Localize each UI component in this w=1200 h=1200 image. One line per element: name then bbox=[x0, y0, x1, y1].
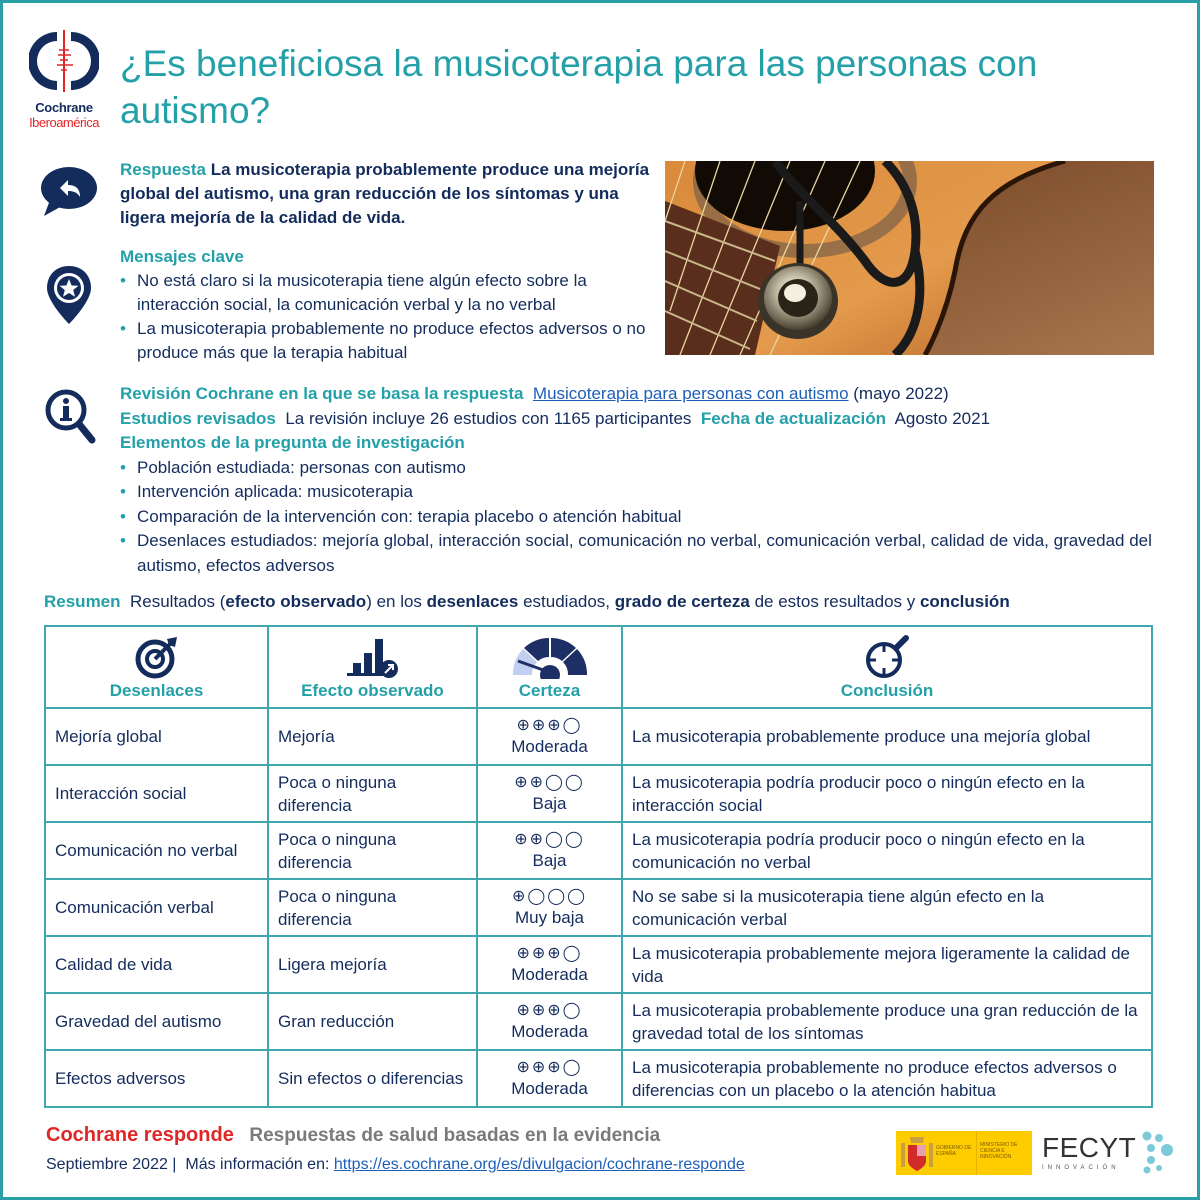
cochrane-logo-icon bbox=[29, 26, 99, 96]
footer-more-label: Más información en: bbox=[185, 1156, 330, 1173]
studies-line bbox=[120, 407, 1180, 432]
effect-cell: Sin efectos o diferencias bbox=[268, 1050, 477, 1107]
conclusion-cell: La musicoterapia podría producir poco o ningún efecto en la comunicación no verbal bbox=[622, 822, 1152, 879]
grade-symbols: ⊕⊕⊕◯ bbox=[516, 716, 583, 734]
conclusion-cell: La musicoterapia probablemente produce una mejoría global bbox=[622, 708, 1152, 765]
answer-text: La musicoterapia probablemente produce una mejoría global del autismo, una gran reducción de los síntomas y una ligera mejoría de la calidad de vida. bbox=[120, 160, 650, 227]
certainty-label: Moderada bbox=[511, 1078, 588, 1098]
gauge-icon bbox=[510, 635, 590, 679]
table-row bbox=[45, 765, 1152, 822]
answer-block bbox=[120, 158, 650, 230]
footer-date: Septiembre 2022 | bbox=[46, 1156, 177, 1173]
effect-cell: Poca o ninguna diferencia bbox=[268, 765, 477, 822]
logo-text-iberoamerica: Iberoamérica bbox=[29, 115, 99, 130]
certainty-label: Moderada bbox=[511, 1021, 588, 1041]
header-outcomes bbox=[45, 626, 268, 708]
review-label: Revisión Cochrane en la que se basa la respuesta bbox=[120, 384, 524, 403]
certainty-cell bbox=[477, 708, 622, 765]
summary-text: estudiados, bbox=[518, 592, 615, 611]
certainty-label: Moderada bbox=[511, 964, 588, 984]
header-conclusion bbox=[622, 626, 1152, 708]
certainty-cell bbox=[477, 822, 622, 879]
summary-text: ) en los bbox=[366, 592, 427, 611]
footer-info-line bbox=[46, 1156, 886, 1174]
certainty-label: Moderada bbox=[511, 736, 588, 756]
conclusion-cell: La musicoterapia probablemente produce una gran reducción de la gravedad total de los síntomas bbox=[622, 993, 1152, 1050]
header-label: Efecto observado bbox=[301, 681, 444, 700]
grade-symbols: ⊕⊕◯◯ bbox=[514, 773, 585, 791]
effect-cell: Poca o ninguna diferencia bbox=[268, 879, 477, 936]
element-item: • Intervención aplicada: musicoterapia bbox=[120, 480, 1180, 505]
footer-url-link[interactable]: https://es.cochrane.org/es/divulgacion/cochrane-responde bbox=[333, 1156, 745, 1173]
bar-chart-arrow-icon bbox=[345, 635, 401, 679]
key-message-item: • No está claro si la musicoterapia tiene algún efecto sobre la interacción social, la comunicación verbal y la no verbal bbox=[120, 269, 660, 317]
gobierno-text: GOBIERNO DE ESPAÑA bbox=[936, 1145, 972, 1157]
gobierno-espana-logo bbox=[896, 1131, 1032, 1175]
divider bbox=[976, 1131, 977, 1175]
certainty-cell bbox=[477, 1050, 622, 1107]
fecyt-name: FECYT bbox=[1042, 1132, 1137, 1163]
update-label: Fecha de actualización bbox=[700, 408, 887, 428]
element-item: • Desenlaces estudiados: mejoría global, interacción social, comunicación no verbal, comunicación verbal, calidad de vida, gravedad del autismo, efectos adversos bbox=[120, 529, 1180, 578]
update-value: Agosto 2021 bbox=[894, 408, 991, 428]
outcome-cell: Comunicación no verbal bbox=[45, 822, 268, 879]
table-row bbox=[45, 993, 1152, 1050]
fecyt-logo bbox=[1042, 1130, 1175, 1174]
answer-label: Respuesta bbox=[120, 160, 206, 179]
guitar-stethoscope-photo bbox=[665, 161, 1154, 355]
certainty-cell bbox=[477, 936, 622, 993]
certainty-cell bbox=[477, 879, 622, 936]
studies-text: La revisión incluye 26 estudios con 1165 participantes bbox=[285, 408, 692, 428]
table-row bbox=[45, 708, 1152, 765]
header-label: Desenlaces bbox=[109, 681, 204, 700]
logo-text-cochrane: Cochrane bbox=[35, 100, 93, 115]
certainty-cell bbox=[477, 993, 622, 1050]
key-messages bbox=[120, 245, 660, 365]
fecyt-subtitle: INNOVACIÓN bbox=[1042, 1165, 1120, 1171]
summary-bold: conclusión bbox=[919, 592, 1010, 611]
review-link[interactable]: Musicoterapia para personas con autismo bbox=[532, 384, 849, 403]
grade-symbols: ⊕◯◯◯ bbox=[511, 887, 588, 905]
table-row bbox=[45, 1050, 1152, 1107]
target-arrow-icon bbox=[133, 635, 181, 679]
crosshair-magnifier-icon bbox=[862, 635, 912, 679]
elements-heading: Elementos de la pregunta de investigación bbox=[120, 433, 465, 452]
element-item: • Comparación de la intervención con: terapia placebo o atención habitual bbox=[120, 505, 1180, 530]
header-label: Certeza bbox=[518, 681, 581, 700]
speech-bubble-reply-icon bbox=[38, 166, 98, 223]
map-pin-star-icon bbox=[45, 264, 93, 331]
summary-text: Resultados ( bbox=[129, 592, 226, 611]
outcome-cell: Interacción social bbox=[45, 765, 268, 822]
conclusion-cell: La musicoterapia probablemente mejora ligeramente la calidad de vida bbox=[622, 936, 1152, 993]
effect-cell: Gran reducción bbox=[268, 993, 477, 1050]
effect-cell: Poca o ninguna diferencia bbox=[268, 822, 477, 879]
cochrane-logo bbox=[22, 26, 106, 130]
table-header-row bbox=[45, 626, 1152, 708]
summary-bold: desenlaces bbox=[426, 592, 519, 611]
table-row bbox=[45, 879, 1152, 936]
effect-cell: Mejoría bbox=[268, 708, 477, 765]
summary-intro bbox=[44, 592, 1010, 612]
review-source-line bbox=[120, 382, 1180, 407]
summary-bold: efecto observado bbox=[225, 592, 367, 611]
review-block bbox=[120, 382, 1180, 578]
review-date: (mayo 2022) bbox=[853, 384, 949, 403]
header-effect bbox=[268, 626, 477, 708]
certainty-label: Muy baja bbox=[515, 907, 584, 927]
certainty-label: Baja bbox=[532, 850, 567, 870]
summary-label: Resumen bbox=[44, 592, 121, 611]
element-item: • Población estudiada: personas con autismo bbox=[120, 456, 1180, 481]
summary-bold: grado de certeza bbox=[614, 592, 750, 611]
fecyt-dots-icon bbox=[1139, 1130, 1175, 1174]
grade-symbols: ⊕⊕◯◯ bbox=[514, 830, 585, 848]
ministerio-text: MINISTERIO DE CIENCIA E INNOVACIÓN bbox=[980, 1142, 1018, 1160]
header-certainty bbox=[477, 626, 622, 708]
key-message-item: • La musicoterapia probablemente no produce efectos adversos o no produce más que la terapia habitual bbox=[120, 317, 660, 365]
studies-label: Estudios revisados bbox=[120, 408, 276, 428]
grade-symbols: ⊕⊕⊕◯ bbox=[516, 1058, 583, 1076]
magnifier-info-icon bbox=[44, 388, 98, 451]
footer-brand-line bbox=[46, 1124, 660, 1147]
page-title: ¿Es beneficiosa la musicoterapia para las personas con autismo? bbox=[120, 43, 1038, 131]
table-row bbox=[45, 822, 1152, 879]
summary-table bbox=[44, 625, 1153, 1108]
spain-coat-of-arms-icon bbox=[899, 1133, 935, 1173]
conclusion-cell: La musicoterapia podría producir poco o ningún efecto en la interacción social bbox=[622, 765, 1152, 822]
table-row bbox=[45, 936, 1152, 993]
effect-cell: Ligera mejoría bbox=[268, 936, 477, 993]
certainty-label: Baja bbox=[532, 793, 567, 813]
key-messages-heading: Mensajes clave bbox=[120, 247, 244, 266]
grade-symbols: ⊕⊕⊕◯ bbox=[516, 1001, 583, 1019]
certainty-cell bbox=[477, 765, 622, 822]
footer-tagline: Respuestas de salud basadas en la evidencia bbox=[249, 1125, 661, 1146]
outcome-cell: Efectos adversos bbox=[45, 1050, 268, 1107]
conclusion-cell: La musicoterapia probablemente no produce efectos adversos o diferencias con un placebo o la atención habitua bbox=[622, 1050, 1152, 1107]
footer-brand: Cochrane responde bbox=[46, 1124, 234, 1146]
outcome-cell: Mejoría global bbox=[45, 708, 268, 765]
outcome-cell: Comunicación verbal bbox=[45, 879, 268, 936]
outcome-cell: Calidad de vida bbox=[45, 936, 268, 993]
summary-text: de estos resultados y bbox=[749, 592, 920, 611]
outcome-cell: Gravedad del autismo bbox=[45, 993, 268, 1050]
conclusion-cell: No se sabe si la musicoterapia tiene algún efecto en la comunicación verbal bbox=[622, 879, 1152, 936]
grade-symbols: ⊕⊕⊕◯ bbox=[516, 944, 583, 962]
header-label: Conclusión bbox=[840, 681, 934, 700]
